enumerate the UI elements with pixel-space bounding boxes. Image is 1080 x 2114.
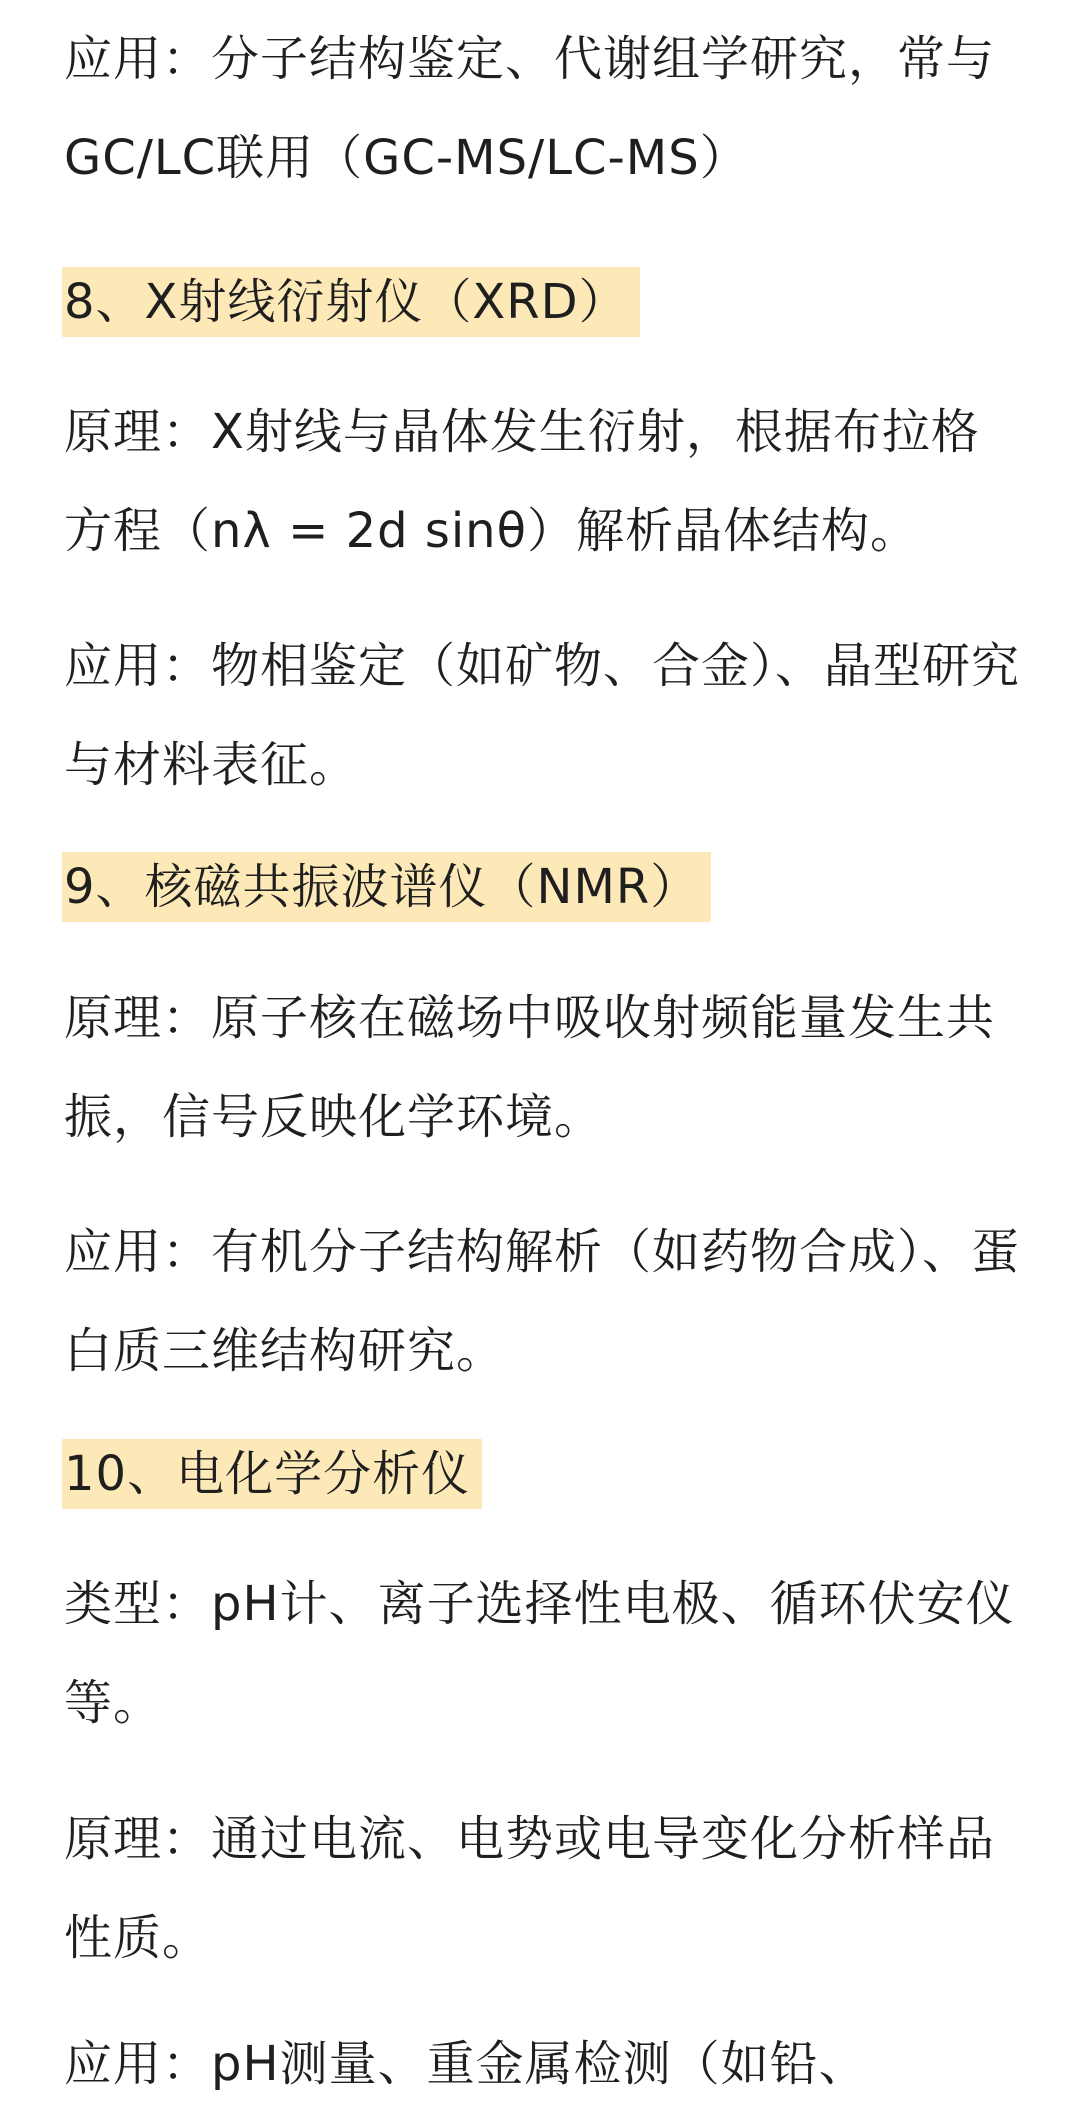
section-10-heading-wrap xyxy=(64,1439,1024,1509)
section-10-types xyxy=(64,1555,1024,1753)
section-8-heading: 8、X射线衍射仪（XRD） xyxy=(62,267,640,337)
application-text: 应用：pH测量、重金属检测（如铅、 xyxy=(64,2036,868,2092)
application-text: 应用：有机分子结构解析（如药物合成）、蛋白质三维结构研究。 xyxy=(64,1224,1021,1379)
types-text: 类型：pH计、离子选择性电极、循环伏安仪等。 xyxy=(64,1576,1015,1731)
previous-application-paragraph xyxy=(64,10,1024,208)
section-9-application xyxy=(64,1203,1024,1401)
application-text: 应用：物相鉴定（如矿物、合金）、晶型研究与材料表征。 xyxy=(64,638,1021,793)
principle-text: 原理：原子核在磁场中吸收射频能量发生共振，信号反映化学环境。 xyxy=(64,990,996,1145)
principle-text: 原理：X射线与晶体发生衍射，根据布拉格方程（nλ = 2d sinθ）解析晶体结构。 xyxy=(64,404,980,559)
section-10-heading: 10、电化学分析仪 xyxy=(62,1439,482,1509)
section-10-application xyxy=(64,2015,1024,2114)
section-9-heading-wrap xyxy=(64,852,1024,922)
principle-text: 原理：通过电流、电势或电导变化分析样品性质。 xyxy=(64,1811,996,1966)
application-text: 应用：分子结构鉴定、代谢组学研究，常与GC/LC联用（GC-MS/LC-MS） xyxy=(64,31,996,186)
section-8-application xyxy=(64,617,1024,815)
section-10-principle xyxy=(64,1790,1024,1988)
section-8-heading-wrap xyxy=(64,267,1024,337)
section-8-principle xyxy=(64,383,1024,581)
section-9-principle xyxy=(64,969,1024,1167)
section-9-heading: 9、核磁共振波谱仪（NMR） xyxy=(62,852,711,922)
